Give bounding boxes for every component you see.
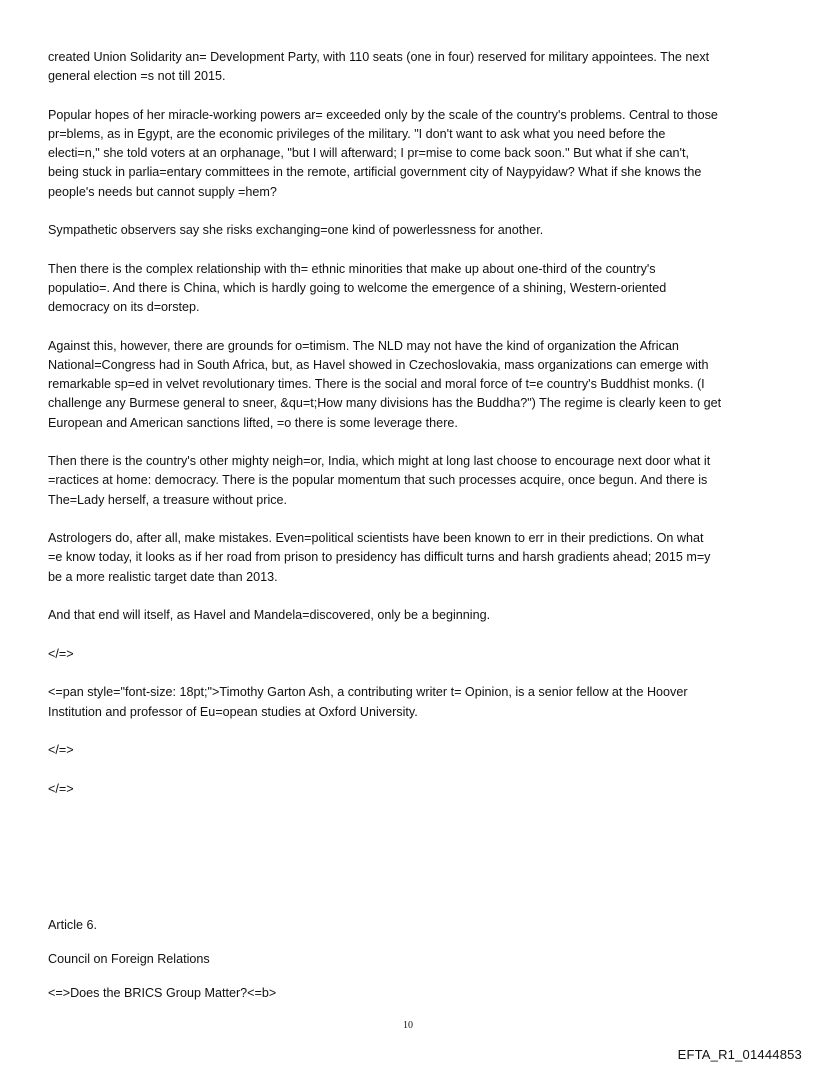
paragraph — [48, 337, 788, 433]
text-line: =ractices at home: democracy. There is the popular momentum that such processes acquire, once begun. And there is — [48, 473, 708, 488]
paragraph — [48, 106, 788, 202]
text-line: The=Lady herself, a treasure without price. — [48, 492, 288, 507]
text-line: </=> — [48, 781, 74, 796]
paragraph — [48, 780, 788, 799]
paragraph — [48, 529, 788, 587]
text-line: =e know today, it looks as if her road from prison to presidency has difficult turns and harsh gradients ahead; 2015 m=y — [48, 550, 711, 565]
text-line: general election =s not till 2015. — [48, 69, 226, 84]
text-line: being stuck in parlia=entary committees in the remote, artificial government city of Naypyidaw? What if she knows the — [48, 165, 702, 180]
text-line: Then there is the complex relationship with th= ethnic minorities that make up about one-third of the country's — [48, 261, 656, 276]
text-line: <=pan style="font-size: 18pt;">Timothy Garton Ash, a contributing writer t= Opinion, is a senior fellow at the Hoover — [48, 685, 688, 700]
text-line: be a more realistic target date than 2013. — [48, 569, 278, 584]
text-line: Sympathetic observers say she risks exchanging=one kind of powerlessness for another. — [48, 223, 544, 238]
paragraph — [48, 221, 788, 240]
text-line: Popular hopes of her miracle-working powers ar= exceeded only by the scale of the country's problems. Central to those — [48, 107, 718, 122]
text-line: people's needs but cannot supply =hem? — [48, 184, 277, 199]
paragraph — [48, 48, 788, 86]
paragraph — [48, 645, 788, 664]
document-id: EFTA_R1_01444853 — [677, 1047, 802, 1062]
page-number: 10 — [403, 1020, 413, 1031]
text-line: And that end will itself, as Havel and Mandela=discovered, only be a beginning. — [48, 608, 491, 623]
paragraph — [48, 741, 788, 760]
article-body — [48, 48, 788, 818]
text-line: challenge any Burmese general to sneer, &qu=t;How many divisions has the Buddha?") The regime is clearly keen to get — [48, 396, 722, 411]
text-line: </=> — [48, 646, 74, 661]
paragraph — [48, 452, 788, 510]
text-line: populatio=. And there is China, which is hardly going to welcome the emergence of a shining, Western-oriented — [48, 281, 667, 295]
article-source: Council on Foreign Relations — [48, 952, 210, 966]
text-line: pr=blems, as in Egypt, are the economic privileges of the military. "I don't want to ask what you need before the — [48, 127, 666, 141]
text-line: electi=n," she told voters at an orphanage, "but I will afterward; I pr=mise to come back soon." But what if she can't, — [48, 146, 689, 161]
paragraph — [48, 683, 788, 721]
paragraph — [48, 260, 788, 318]
text-line: European and American sanctions lifted, =o there is some leverage there. — [48, 415, 458, 430]
text-line: </=> — [48, 743, 74, 758]
text-line: National=Congress had in South Africa, but, as Havel showed in Czechoslovakia, mass organizations can emerge with — [48, 358, 709, 372]
text-line: democracy on its d=orstep. — [48, 300, 200, 315]
paragraph — [48, 606, 788, 625]
article-label: Article 6. — [48, 918, 97, 932]
text-line: remarkable sp=ed in velvet revolutionary times. There is the social and moral force of t=e country's Buddhist monks. (I — [48, 377, 705, 392]
text-line: Institution and professor of Eu=opean studies at Oxford University. — [48, 704, 418, 719]
text-line: Then there is the country's other mighty neigh=or, India, which might at long last choose to encourage next door what it — [48, 454, 711, 469]
text-line: created Union Solidarity an= Development Party, with 110 seats (one in four) reserved for military appointees. The next — [48, 50, 710, 64]
text-line: Astrologers do, after all, make mistakes. Even=political scientists have been known to err in their predictions. On what — [48, 531, 704, 546]
article-headline: <=>Does the BRICS Group Matter?<=b> — [48, 986, 277, 1000]
text-line: Against this, however, there are grounds for o=timism. The NLD may not have the kind of organization the African — [48, 338, 679, 353]
